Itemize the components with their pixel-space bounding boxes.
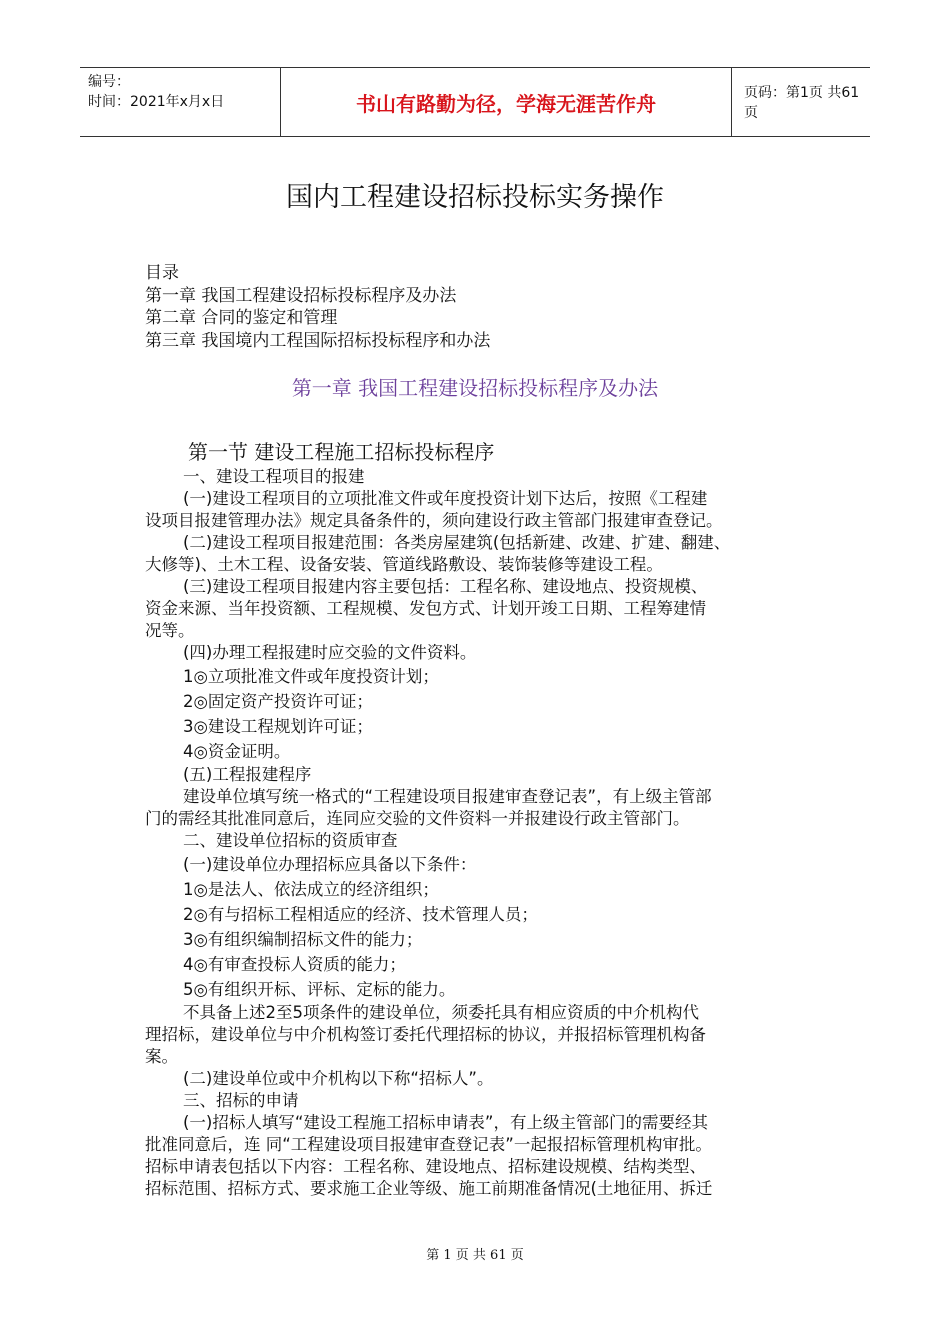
text-line: (五)工程报建程序 [183, 765, 312, 784]
text-line: 理招标，建设单位与中介机构签订委托代理招标的协议，并报招标管理机构备 [145, 1025, 706, 1044]
text-line: 招标申请表包括以下内容：工程名称、建设地点、招标建设规模、结构类型、 [145, 1157, 706, 1176]
text-line: (一)招标人填写“建设工程施工招标申请表”，有上级主管部门的需要经其 [183, 1113, 708, 1132]
text-line: 建设单位填写统一格式的“工程建设项目报建审查登记表”，有上级主管部 [183, 787, 712, 806]
page-header [80, 67, 870, 137]
text-line: 大修等)、土木工程、设备安装、管道线路敷设、装饰装修等建设工程。 [145, 555, 663, 574]
text-line: (四)办理工程报建时应交验的文件资料。 [183, 643, 477, 662]
list-item: 4◎有审查投标人资质的能力； [183, 955, 406, 974]
page-footer: 第 1 页 共 61 页 [426, 1248, 524, 1263]
text-line: (一)建设工程项目的立项批准文件或年度投资计划下达后，按照《工程建 [183, 489, 708, 508]
list-item: 4◎资金证明。 [183, 742, 291, 761]
list-item: 5◎有组织开标、评标、定标的能力。 [183, 980, 456, 999]
text-line: 二、建设单位招标的资质审查 [183, 831, 398, 850]
text-line: (二)建设单位或中介机构以下称“招标人”。 [183, 1069, 494, 1088]
text-line: 招标范围、招标方式、要求施工企业等级、施工前期准备情况(土地征用、拆迁 [145, 1179, 713, 1198]
toc-item: 第二章 合同的鉴定和管理 [145, 308, 338, 328]
header-page-info: 页码：第1页 共61页 [744, 85, 860, 121]
toc-heading: 目录 [145, 263, 179, 283]
text-line: 三、招标的申请 [183, 1091, 299, 1110]
table-of-contents [145, 262, 490, 352]
document-title: 国内工程建设招标投标实务操作 [286, 182, 664, 213]
text-line: (一)建设单位办理招标应具备以下条件： [183, 855, 477, 874]
text-line: 门的需经其批准同意后，连同应交验的文件资料一并报建设行政主管部门。 [145, 809, 690, 828]
text-line: 资金来源、当年投资额、工程规模、发包方式、计划开竣工日期、工程筹建情 [145, 599, 706, 618]
text-line: 一、建设工程项目的报建 [183, 467, 365, 486]
header-motto: 书山有路勤为径，学海无涯苦作舟 [356, 91, 656, 116]
text-line: 不具备上述2至5项条件的建设单位，须委托具有相应资质的中介机构代 [183, 1003, 699, 1022]
list-item: 1◎立项批准文件或年度投资计划； [183, 667, 439, 686]
text-line: (二)建设工程项目报建范围：各类房屋建筑(包括新建、改建、扩建、翻建、 [183, 533, 731, 552]
text-line: 况等。 [145, 621, 195, 640]
section-heading: 第一节 建设工程施工招标投标程序 [188, 440, 495, 464]
text-line: (三)建设工程项目报建内容主要包括：工程名称、建设地点、投资规模、 [183, 577, 708, 596]
doc-number-label: 编号： [88, 74, 130, 90]
list-item: 2◎有与招标工程相适应的经济、技术管理人员； [183, 905, 538, 924]
text-line: 案。 [145, 1047, 178, 1066]
header-meta [80, 68, 280, 136]
list-item: 1◎是法人、依法成立的经济组织； [183, 880, 439, 899]
list-item: 3◎有组织编制招标文件的能力； [183, 930, 423, 949]
text-line: 批准同意后，连 同“工程建设项目报建审查登记表”一起报招标管理机构审批。 [145, 1135, 712, 1154]
header-motto-cell [280, 68, 732, 136]
list-item: 3◎建设工程规划许可证； [183, 717, 373, 736]
chapter-heading: 第一章 我国工程建设招标投标程序及办法 [291, 376, 659, 400]
toc-item: 第三章 我国境内工程国际招标投标程序和办法 [145, 330, 491, 351]
toc-item: 第一章 我国工程建设招标投标程序及办法 [145, 285, 457, 306]
body-text [145, 466, 825, 1200]
text-line: 设项目报建管理办法》规定具备条件的，须向建设行政主管部门报建审查登记。 [145, 511, 723, 530]
doc-time-label: 时间：2021年x月x日 [88, 94, 225, 110]
list-item: 2◎固定资产投资许可证； [183, 692, 373, 711]
